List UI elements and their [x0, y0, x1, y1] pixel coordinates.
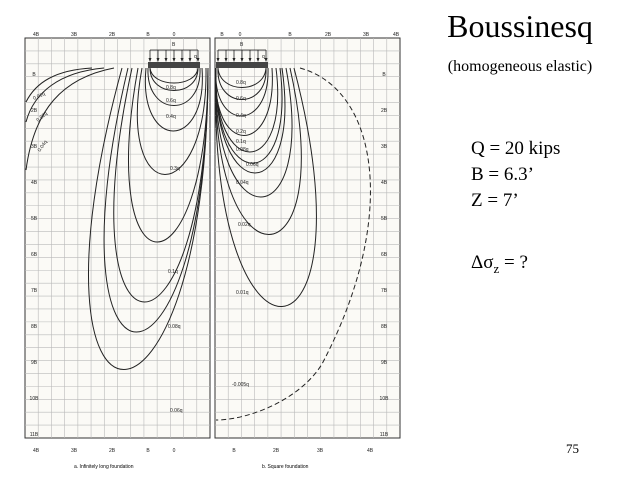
depth-label-left: 9B — [30, 360, 38, 366]
label-left-0.4q: 0.4q — [166, 114, 176, 120]
page-number: 75 — [566, 441, 579, 456]
top-axis-tick: 3B — [362, 32, 370, 38]
question-line — [471, 252, 528, 277]
label-left-0.08q: 0.08q — [168, 324, 181, 330]
footing-width-label-left: B — [172, 42, 176, 48]
slide-subtitle: (homogeneous elastic) — [447, 58, 593, 75]
bottom-axis-tick: 3B — [316, 448, 324, 454]
depth-label-left: 4B — [30, 180, 38, 186]
slide-title: Boussinesq — [447, 8, 593, 44]
depth-label-right: 5B — [380, 216, 388, 222]
bottom-axis-tick: B — [232, 448, 236, 454]
given-depth: Z = 7’ — [471, 190, 519, 211]
label-left-0.01q: 0.01q — [32, 91, 47, 102]
given-width: B = 6.3’ — [471, 164, 534, 185]
bottom-axis-tick: 2B — [108, 448, 116, 454]
depth-label-right: 10B — [379, 396, 389, 402]
top-axis-tick: 0 — [172, 32, 176, 38]
bottom-axis-tick: 0 — [172, 448, 176, 454]
top-axis-tick: B — [288, 32, 292, 38]
depth-label-left: 2B — [30, 108, 38, 114]
depth-label-left: 6B — [30, 252, 38, 258]
bottom-axis-tick: 4B — [32, 448, 40, 454]
depth-label-left: B — [32, 72, 36, 78]
label-right-0.06q: 0.06q — [246, 162, 259, 168]
label-right-neg0.005q: -0.005q — [232, 382, 249, 388]
question-rest: = ? — [499, 252, 528, 273]
label-left-0.6q: 0.6q — [166, 98, 176, 104]
depth-label-left: 7B — [30, 288, 38, 294]
depth-label-right: 9B — [380, 360, 388, 366]
depth-label-left: 11B — [29, 432, 39, 438]
label-left-0.06q: 0.06q — [170, 408, 183, 414]
depth-label-right: B — [382, 72, 386, 78]
left-footing — [148, 62, 200, 68]
depth-label-right: 4B — [380, 180, 388, 186]
bottom-axis-tick: 2B — [272, 448, 280, 454]
label-right-0.01q: 0.01q — [236, 290, 249, 296]
label-right-0.2q: 0.2q — [236, 129, 246, 135]
depth-label-right: 6B — [380, 252, 388, 258]
bottom-axis-tick: 4B — [366, 448, 374, 454]
depth-label-right: 2B — [380, 108, 388, 114]
top-axis-tick: B — [220, 32, 224, 38]
label-right-0.02q: 0.02q — [238, 222, 251, 228]
label-right-0.1q: 0.1q — [236, 139, 246, 145]
delta-sigma: Δσ — [471, 252, 494, 273]
load-label-left: q — [194, 54, 197, 60]
label-right-0.04q: 0.04q — [236, 180, 249, 186]
label-right-0.4q: 0.4q — [236, 113, 246, 119]
label-right-0.8q: 0.8q — [236, 80, 246, 86]
label-right-0.08q: 0.08q — [236, 147, 249, 153]
top-axis-tick: 4B — [392, 32, 400, 38]
caption-right: b. Square foundation — [262, 464, 309, 470]
label-left-0.8q: 0.8q — [166, 85, 176, 91]
depth-label-left: 5B — [30, 216, 38, 222]
footing-width-label-right: B — [240, 42, 244, 48]
top-axis-tick: 2B — [324, 32, 332, 38]
top-axis-tick: 4B — [32, 32, 40, 38]
depth-label-right: 3B — [380, 144, 388, 150]
depth-label-left: 3B — [30, 144, 38, 150]
label-left-0.1q: 0.1q — [168, 269, 178, 275]
top-axis-tick: B — [146, 32, 150, 38]
bottom-axis-tick: B — [146, 448, 150, 454]
label-left-0.3q: 0.3q — [170, 166, 180, 172]
top-axis-tick: 2B — [108, 32, 116, 38]
bottom-axis-tick: 3B — [70, 448, 78, 454]
depth-label-right: 7B — [380, 288, 388, 294]
depth-label-right: 11B — [379, 432, 389, 438]
depth-label-right: 8B — [380, 324, 388, 330]
label-left-0.02q: 0.02q — [35, 110, 49, 124]
depth-label-left: 8B — [30, 324, 38, 330]
top-axis-tick: 3B — [70, 32, 78, 38]
caption-left: a. Infinitely long foundation — [74, 464, 134, 470]
depth-label-left: 10B — [29, 396, 39, 402]
label-left-0.04q: 0.04q — [36, 139, 49, 154]
label-right-0.6q: 0.6q — [236, 96, 246, 102]
given-load: Q = 20 kips — [471, 138, 561, 159]
top-axis-tick: 0 — [238, 32, 242, 38]
load-label-right: q — [262, 54, 265, 60]
z-subscript: z — [493, 260, 500, 276]
right-footing — [216, 62, 268, 68]
